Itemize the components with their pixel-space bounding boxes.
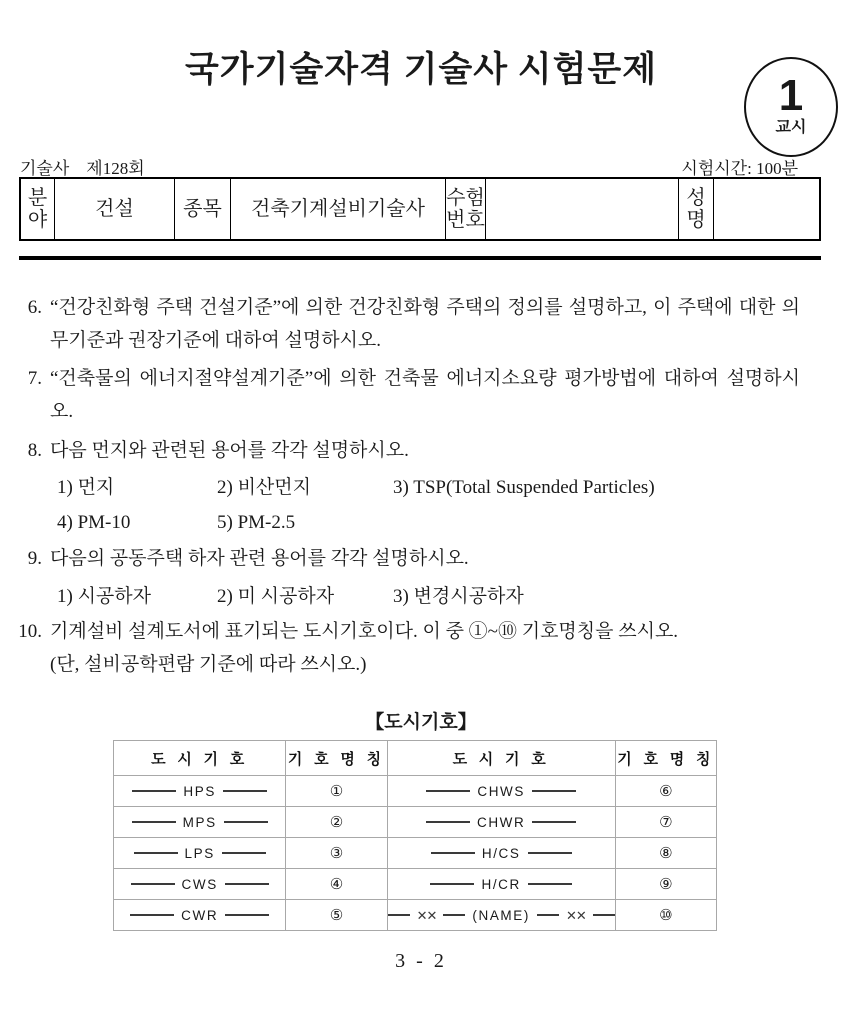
pipe-symbol-with-crosses xyxy=(388,908,615,923)
symbol-abbreviation: HPS xyxy=(183,783,216,799)
symbol-name-column-header: 기 호 명 칭 xyxy=(286,741,387,776)
question-item xyxy=(0,292,842,357)
question-subitem: 1) 시공하자 xyxy=(57,585,151,607)
question-item xyxy=(0,435,842,468)
pipe-line-icon xyxy=(528,852,572,854)
table-row xyxy=(114,807,717,838)
symbol-cell xyxy=(114,869,286,900)
symbol-cell xyxy=(114,838,286,869)
cross-mark-icon: ✕✕ xyxy=(565,907,586,923)
pipe-symbol xyxy=(114,784,285,799)
question-number: 6. xyxy=(27,297,42,318)
symbol-answer-cell: ⑤ xyxy=(286,900,387,931)
symbol-name-column-header: 기 호 명 칭 xyxy=(615,741,716,776)
session-number: 1 xyxy=(778,70,804,120)
symbol-table-header-row xyxy=(114,741,717,776)
question-subitem: 2) 미 시공하자 xyxy=(217,585,335,607)
symbol-abbreviation: H/CR xyxy=(481,876,521,892)
question-text: 기계설비 설계도서에 표기되는 도시기호이다. 이 중 ①~⑩ 기호명칭을 쓰시오. xyxy=(50,621,679,643)
symbol-cell xyxy=(387,807,615,838)
name-input-cell[interactable] xyxy=(714,179,819,239)
question-item xyxy=(0,363,842,428)
symbol-abbreviation: CWS xyxy=(181,876,218,892)
symbol-cell xyxy=(114,776,286,807)
name-label-cell xyxy=(679,179,714,239)
pipe-symbol xyxy=(114,877,285,892)
kind-value-cell: 건축기계설비기술사 xyxy=(231,179,446,239)
symbol-abbreviation: LPS xyxy=(184,845,215,861)
symbol-cell xyxy=(387,776,615,807)
question-subitem: 5) PM-2.5 xyxy=(217,512,296,534)
symbol-table xyxy=(113,740,717,931)
field-label-text: 분 야 xyxy=(27,186,48,231)
question-note: (단, 설비공학편람 기준에 따라 쓰시오.) xyxy=(50,654,367,675)
table-row xyxy=(114,838,717,869)
exam-meta-line xyxy=(20,154,820,176)
kind-label-cell: 종목 xyxy=(175,179,231,239)
title-row xyxy=(0,42,842,102)
session-badge xyxy=(744,57,838,157)
pipe-symbol xyxy=(388,784,615,799)
symbol-abbreviation: H/CS xyxy=(481,845,521,861)
exam-duration-label: 시험시간: 100분 xyxy=(681,159,798,178)
pipe-line-icon xyxy=(537,914,559,916)
question-item xyxy=(0,543,842,576)
symbol-answer-cell: ⑧ xyxy=(615,838,716,869)
page-footer: 3 - 2 xyxy=(395,950,447,972)
pipe-symbol xyxy=(114,908,285,923)
question-subitem-row xyxy=(0,582,842,613)
session-label: 교시 xyxy=(775,119,807,137)
pipe-line-icon xyxy=(532,790,576,792)
symbol-abbreviation: CHWR xyxy=(476,814,526,830)
pipe-symbol xyxy=(388,815,615,830)
symbol-answer-cell: ④ xyxy=(286,869,387,900)
symbol-answer-cell: ⑥ xyxy=(615,776,716,807)
symbol-abbreviation: (NAME) xyxy=(472,907,530,923)
symbol-abbreviation: MPS xyxy=(182,814,217,830)
table-row xyxy=(114,900,717,931)
question-number: 8. xyxy=(27,439,42,461)
pipe-line-icon xyxy=(224,821,268,823)
symbol-cell xyxy=(114,900,286,931)
pipe-symbol xyxy=(114,846,285,861)
table-row xyxy=(114,776,717,807)
registration-number-input-cell[interactable] xyxy=(486,179,679,239)
pipe-line-icon xyxy=(528,883,572,885)
question-subitem: 1) 먼지 xyxy=(57,477,115,499)
pipe-line-icon xyxy=(223,790,267,792)
pipe-line-icon xyxy=(132,821,176,823)
pipe-symbol xyxy=(388,846,615,861)
question-item xyxy=(0,616,842,681)
pipe-line-icon xyxy=(593,914,615,916)
pipe-symbol xyxy=(114,815,285,830)
question-number: 10. xyxy=(18,621,42,643)
symbol-cell xyxy=(114,807,286,838)
symbol-abbreviation: CHWS xyxy=(477,783,525,799)
question-subitem: 3) TSP(Total Suspended Particles) xyxy=(393,477,655,499)
examinee-info-table xyxy=(19,177,821,241)
question-number: 7. xyxy=(27,368,42,390)
pipe-line-icon xyxy=(132,790,176,792)
symbol-cell xyxy=(387,900,615,931)
symbol-answer-cell: ⑨ xyxy=(615,869,716,900)
question-text: 다음의 공동주택 하자 관련 용어를 각각 설명하시오. xyxy=(50,547,469,569)
pipe-line-icon xyxy=(426,790,470,792)
pipe-line-icon xyxy=(222,852,266,854)
pipe-line-icon xyxy=(134,852,178,854)
pipe-line-icon xyxy=(225,914,269,916)
field-value-cell: 건설 xyxy=(55,179,175,239)
question-subitem: 3) 변경시공하자 xyxy=(393,585,524,607)
question-list xyxy=(0,292,842,688)
pipe-line-icon xyxy=(443,914,465,916)
pipe-line-icon xyxy=(430,883,474,885)
symbol-answer-cell: ② xyxy=(286,807,387,838)
question-subitem: 4) PM-10 xyxy=(57,512,131,534)
pipe-line-icon xyxy=(131,883,175,885)
name-label-text: 성 명 xyxy=(686,186,706,231)
pipe-symbol xyxy=(388,877,615,892)
field-label-cell xyxy=(21,179,55,239)
symbol-abbreviation: CWR xyxy=(181,907,219,923)
symbol-cell xyxy=(387,869,615,900)
symbol-answer-cell: ⑩ xyxy=(615,900,716,931)
question-subitem-row xyxy=(0,508,842,539)
symbol-cell xyxy=(387,838,615,869)
pipe-line-icon xyxy=(426,821,470,823)
exam-round-label: 기술사 제128회 xyxy=(20,159,145,178)
pipe-line-icon xyxy=(225,883,269,885)
question-number: 9. xyxy=(27,547,42,569)
pipe-line-icon xyxy=(431,852,475,854)
symbol-answer-cell: ⑦ xyxy=(615,807,716,838)
question-subitem-row xyxy=(0,473,842,504)
symbol-column-header: 도 시 기 호 xyxy=(387,741,615,776)
registration-number-label-cell xyxy=(446,179,486,239)
question-subitem: 2) 비산먼지 xyxy=(217,477,311,499)
pipe-line-icon xyxy=(388,914,410,916)
figure-caption: 【도시기호】 xyxy=(365,712,477,733)
symbol-column-header: 도 시 기 호 xyxy=(114,741,286,776)
pipe-line-icon xyxy=(130,914,174,916)
registration-number-label-text: 수험 번호 xyxy=(446,186,485,231)
header-divider-rule xyxy=(19,256,821,260)
question-text: “건강친화형 주택 건설기준”에 의한 건강친화형 주택의 정의를 설명하고, 이 주택에 대한 의무기준과 권장기준에 대하여 설명하시오. xyxy=(50,297,800,351)
pipe-line-icon xyxy=(532,821,576,823)
symbol-answer-cell: ③ xyxy=(286,838,387,869)
question-text: 다음 먼지와 관련된 용어를 각각 설명하시오. xyxy=(50,439,409,461)
table-row xyxy=(114,869,717,900)
page-title: 국가기술자격 기술사 시험문제 xyxy=(184,50,658,89)
symbol-answer-cell: ① xyxy=(286,776,387,807)
question-text: “건축물의 에너지절약설계기준”에 의한 건축물 에너지소요량 평가방법에 대하여 설명하시오. xyxy=(50,368,800,423)
cross-mark-icon: ✕✕ xyxy=(416,907,437,923)
